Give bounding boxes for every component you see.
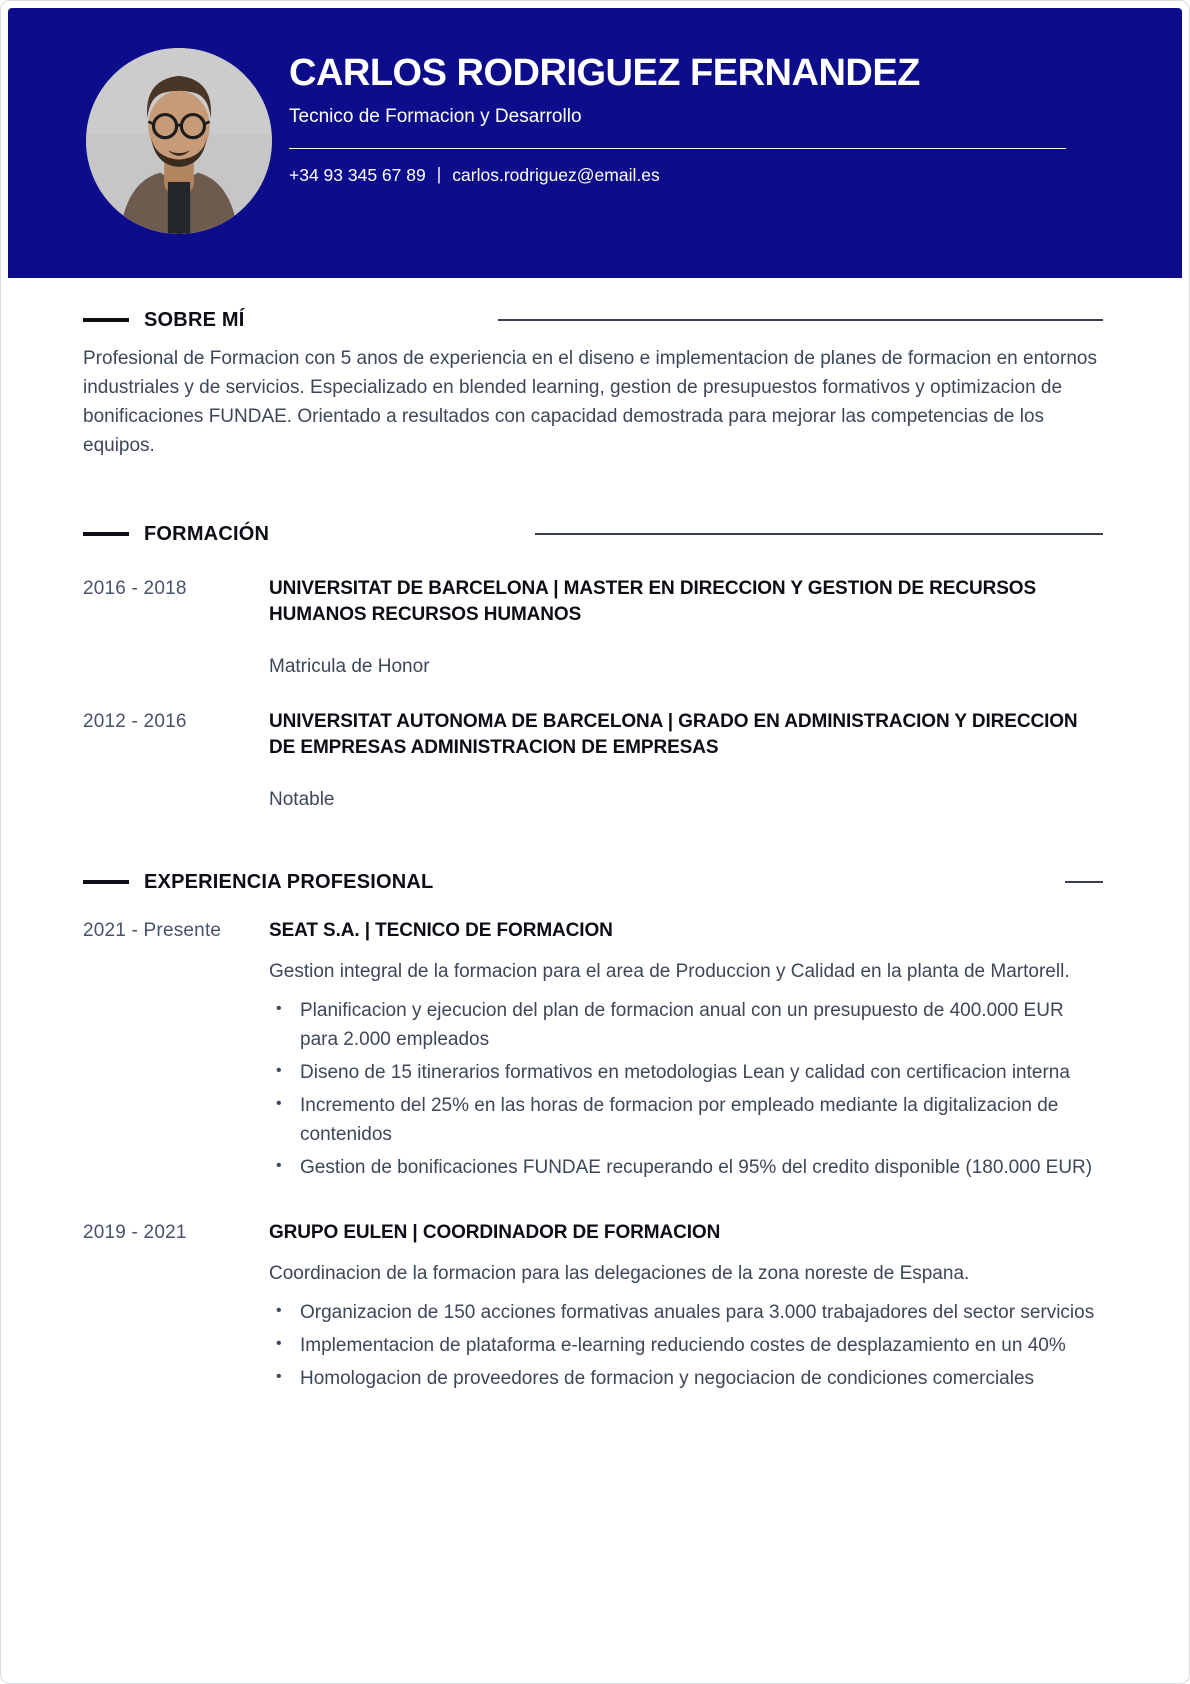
entry-dates: 2016 - 2018 xyxy=(83,578,187,599)
section-experience-header xyxy=(83,870,1103,894)
experience-entry xyxy=(83,1220,1103,1393)
achievement-list xyxy=(269,996,1103,1182)
header-info xyxy=(289,52,1066,186)
degree-title: UNIVERSITAT DE BARCELONA | MASTER EN DIRECCION Y GESTION DE RECURSOS HUMANOS RECURSOS HUMANOS xyxy=(269,578,1037,625)
job-title: SEAT S.A. | TECNICO DE FORMACION xyxy=(269,920,613,941)
phone-number: +34 93 345 67 89 xyxy=(289,164,426,185)
email-address: carlos.rodriguez@email.es xyxy=(452,164,660,185)
section-experience xyxy=(83,870,1103,1393)
candidate-name: CARLOS RODRIGUEZ FERNANDEZ xyxy=(289,52,920,94)
section-about xyxy=(83,308,1103,460)
section-title-experience: EXPERIENCIA PROFESIONAL xyxy=(144,871,434,893)
achievement-list xyxy=(269,1298,1103,1393)
achievement-item: • Incremento del 25% en las horas de formacion por empleado mediante la digitalizacion de contenidos xyxy=(269,1091,1103,1149)
achievement-item: • Homologacion de proveedores de formacion y negociacion de condiciones comerciales xyxy=(269,1364,1103,1393)
section-rule xyxy=(498,319,1103,321)
header-divider xyxy=(289,148,1066,149)
achievement-item: • Organizacion de 150 acciones formativas anuales para 3.000 trabajadores del sector servicios xyxy=(269,1298,1103,1327)
achievement-item: • Diseno de 15 itinerarios formativos en metodologias Lean y calidad con certificacion interna xyxy=(269,1058,1103,1087)
section-title-about: SOBRE MÍ xyxy=(144,309,245,331)
section-title-education: FORMACIÓN xyxy=(144,523,270,545)
candidate-job-title: Tecnico de Formacion y Desarrollo xyxy=(289,105,582,127)
section-about-header xyxy=(83,308,1103,332)
education-list xyxy=(83,576,1103,814)
degree-title: UNIVERSITAT AUTONOMA DE BARCELONA | GRADO EN ADMINISTRACION Y DIRECCION DE EMPRESAS ADMINISTRACION DE EMPRESAS xyxy=(269,711,1078,758)
section-dash xyxy=(83,318,129,322)
grade-note: Matricula de Honor xyxy=(269,656,430,677)
entry-dates: 2012 - 2016 xyxy=(83,711,187,732)
header-band xyxy=(8,8,1182,278)
about-text: Profesional de Formacion con 5 anos de experiencia en el diseno e implementacion de planes de formacion en entornos industriales y de servicios. Especializado en blended learning, gestion de presupuestos formativos y optimizacion de bonificaciones FUNDAE. Orientado a resultados con capacidad demostrada para mejorar las competencias de los equipos. xyxy=(83,348,1097,456)
avatar xyxy=(86,48,272,234)
portrait-photo-icon xyxy=(86,48,272,234)
grade-note: Notable xyxy=(269,789,335,810)
contact-separator: | xyxy=(436,163,442,184)
experience-list xyxy=(83,918,1103,1393)
section-dash xyxy=(83,880,129,884)
education-entry xyxy=(83,709,1103,814)
job-description: Coordinacion de la formacion para las delegaciones de la zona noreste de Espana. xyxy=(269,1263,970,1284)
section-education xyxy=(83,522,1103,814)
entry-dates: 2019 - 2021 xyxy=(83,1222,187,1243)
cv-body xyxy=(8,308,1182,1393)
education-entry xyxy=(83,576,1103,681)
section-dash xyxy=(83,532,129,536)
achievement-item: • Implementacion de plataforma e-learning reduciendo costes de desplazamiento en un 40% xyxy=(269,1331,1103,1360)
job-description: Gestion integral de la formacion para el area de Produccion y Calidad en la planta de Martorell. xyxy=(269,961,1070,982)
entry-dates: 2021 - Presente xyxy=(83,920,222,941)
achievement-item: • Gestion de bonificaciones FUNDAE recuperando el 95% del credito disponible (180.000 EUR) xyxy=(269,1153,1103,1182)
job-title: GRUPO EULEN | COORDINADOR DE FORMACION xyxy=(269,1222,721,1243)
contact-info xyxy=(289,165,1066,186)
section-rule xyxy=(1065,881,1103,883)
section-education-header xyxy=(83,522,1103,546)
experience-entry xyxy=(83,918,1103,1182)
achievement-item: • Planificacion y ejecucion del plan de formacion anual con un presupuesto de 400.000 EUR para 2.000 empleados xyxy=(269,996,1103,1054)
section-rule xyxy=(535,533,1103,535)
